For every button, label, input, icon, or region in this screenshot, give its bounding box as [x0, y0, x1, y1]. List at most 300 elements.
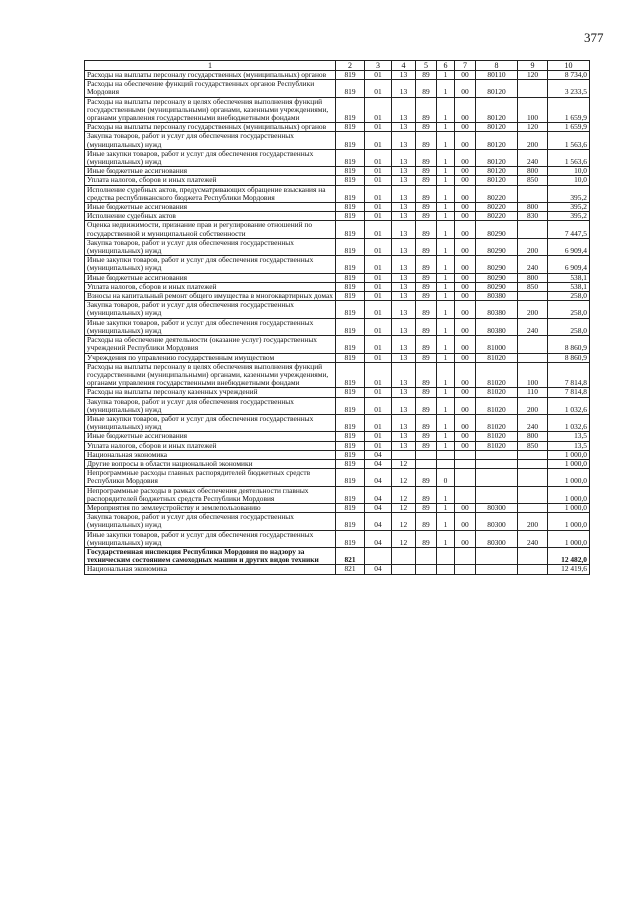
row-direction: 81020 [476, 362, 518, 388]
row-section: 01 [365, 221, 392, 238]
row-subprogram: 1 [437, 185, 455, 202]
row-subprogram: 1 [437, 97, 455, 123]
table-row [85, 547, 590, 564]
row-expense-type [518, 336, 548, 353]
row-main-event: 00 [455, 318, 476, 335]
row-name: Расходы на обеспечение деятельности (оказание услуг) государственных учреждений Республики Мордовия [85, 336, 336, 353]
row-name: Расходы на выплаты персоналу в целях обеспечения выполнения функций государственными (муниципальными) органами, казенными учреждениями, органами управления государственными внебюджетными фондами [85, 362, 336, 388]
row-subprogram: 1 [437, 503, 455, 512]
row-subprogram: 1 [437, 432, 455, 441]
table-row [85, 459, 590, 468]
row-main-event: 00 [455, 273, 476, 282]
row-admin-code: 819 [336, 530, 365, 547]
row-subprogram: 1 [437, 397, 455, 414]
column-header: 3 [365, 61, 392, 71]
row-direction: 80220 [476, 203, 518, 212]
row-section: 01 [365, 432, 392, 441]
row-name: Уплата налогов, сборов и иных платежей [85, 282, 336, 291]
row-direction: 81020 [476, 414, 518, 431]
row-name: Государственная инспекция Республики Мордовия по надзору за техническим состоянием самоходных машин и других видов техники [85, 547, 336, 564]
row-admin-code: 819 [336, 238, 365, 255]
row-amount: 10,0 [548, 167, 590, 176]
row-main-event: 00 [455, 97, 476, 123]
row-program: 89 [416, 185, 437, 202]
row-expense-type: 240 [518, 149, 548, 166]
row-program: 89 [416, 80, 437, 97]
row-subsection: 13 [392, 432, 416, 441]
row-section: 01 [365, 292, 392, 301]
row-direction [476, 486, 518, 503]
row-amount: 7 814,8 [548, 362, 590, 388]
row-subprogram: 1 [437, 301, 455, 318]
row-program: 89 [416, 414, 437, 431]
row-section: 01 [365, 80, 392, 97]
row-subprogram: 1 [437, 362, 455, 388]
row-subsection: 13 [392, 221, 416, 238]
row-program: 89 [416, 292, 437, 301]
row-section: 01 [365, 176, 392, 185]
row-admin-code: 819 [336, 353, 365, 362]
row-section: 01 [365, 238, 392, 255]
table-row [85, 469, 590, 486]
row-direction: 80300 [476, 503, 518, 512]
row-admin-code: 819 [336, 273, 365, 282]
row-program: 89 [416, 301, 437, 318]
row-program: 89 [416, 336, 437, 353]
row-amount: 1 000,0 [548, 530, 590, 547]
row-subprogram: 1 [437, 513, 455, 530]
row-expense-type: 800 [518, 273, 548, 282]
row-main-event: 00 [455, 503, 476, 512]
row-direction: 80290 [476, 273, 518, 282]
row-amount: 7 447,5 [548, 221, 590, 238]
row-main-event [455, 459, 476, 468]
table-row [85, 185, 590, 202]
row-direction: 81000 [476, 336, 518, 353]
row-subprogram: 1 [437, 176, 455, 185]
row-main-event [455, 565, 476, 574]
row-admin-code: 819 [336, 203, 365, 212]
row-admin-code: 819 [336, 388, 365, 397]
row-admin-code: 819 [336, 132, 365, 149]
row-subprogram [437, 459, 455, 468]
row-subprogram: 1 [437, 414, 455, 431]
row-main-event: 00 [455, 167, 476, 176]
row-amount: 10,0 [548, 176, 590, 185]
table-row [85, 80, 590, 97]
row-section: 01 [365, 185, 392, 202]
row-main-event: 00 [455, 397, 476, 414]
row-main-event: 00 [455, 203, 476, 212]
row-expense-type [518, 292, 548, 301]
row-program: 89 [416, 486, 437, 503]
row-section: 01 [365, 282, 392, 291]
row-subprogram: 1 [437, 149, 455, 166]
row-main-event: 00 [455, 80, 476, 97]
row-direction [476, 459, 518, 468]
row-name: Закупка товаров, работ и услуг для обеспечения государственных (муниципальных) нужд [85, 132, 336, 149]
row-section: 01 [365, 362, 392, 388]
row-name: Иные бюджетные ассигнования [85, 167, 336, 176]
row-section: 01 [365, 123, 392, 132]
row-subprogram: 1 [437, 336, 455, 353]
table-row [85, 256, 590, 273]
row-expense-type: 100 [518, 97, 548, 123]
row-subprogram: 1 [437, 203, 455, 212]
row-direction: 80110 [476, 71, 518, 80]
row-section: 01 [365, 71, 392, 80]
row-subsection [392, 547, 416, 564]
row-direction: 80290 [476, 238, 518, 255]
row-expense-type: 240 [518, 530, 548, 547]
row-expense-type: 120 [518, 123, 548, 132]
row-name: Иные закупки товаров, работ и услуг для обеспечения государственных (муниципальных) нужд [85, 414, 336, 431]
row-subsection: 13 [392, 256, 416, 273]
row-amount: 1 659,9 [548, 97, 590, 123]
row-program: 89 [416, 441, 437, 450]
row-subsection: 13 [392, 441, 416, 450]
row-main-event: 00 [455, 212, 476, 221]
row-amount: 1 000,0 [548, 469, 590, 486]
row-direction [476, 450, 518, 459]
row-main-event: 00 [455, 336, 476, 353]
row-admin-code: 819 [336, 469, 365, 486]
table-row [85, 97, 590, 123]
row-direction: 80290 [476, 282, 518, 291]
row-direction: 81020 [476, 388, 518, 397]
row-direction: 80120 [476, 176, 518, 185]
row-program: 89 [416, 256, 437, 273]
row-expense-type: 830 [518, 212, 548, 221]
column-header: 6 [437, 61, 455, 71]
row-program: 89 [416, 149, 437, 166]
row-admin-code: 819 [336, 486, 365, 503]
row-subprogram: 1 [437, 132, 455, 149]
row-amount: 13,5 [548, 432, 590, 441]
row-main-event [455, 547, 476, 564]
row-subprogram: 1 [437, 441, 455, 450]
row-name: Уплата налогов, сборов и иных платежей [85, 176, 336, 185]
row-program: 89 [416, 388, 437, 397]
row-program: 89 [416, 167, 437, 176]
row-subprogram: 1 [437, 256, 455, 273]
row-main-event: 00 [455, 282, 476, 291]
table-row [85, 238, 590, 255]
row-subsection: 12 [392, 503, 416, 512]
row-subsection: 13 [392, 212, 416, 221]
row-amount: 1 032,6 [548, 414, 590, 431]
row-program: 89 [416, 203, 437, 212]
row-amount: 8 860,9 [548, 353, 590, 362]
table-row [85, 149, 590, 166]
row-subprogram: 1 [437, 388, 455, 397]
column-header: 7 [455, 61, 476, 71]
row-expense-type [518, 80, 548, 97]
row-section: 04 [365, 450, 392, 459]
row-direction [476, 547, 518, 564]
row-subsection: 13 [392, 97, 416, 123]
column-header: 9 [518, 61, 548, 71]
row-section: 04 [365, 469, 392, 486]
row-name: Непрограммные расходы главных распорядителей бюджетных средств Республики Мордовия [85, 469, 336, 486]
row-section: 01 [365, 301, 392, 318]
row-section: 01 [365, 318, 392, 335]
row-name: Мероприятия по землеустройству и землепользованию [85, 503, 336, 512]
row-main-event [455, 450, 476, 459]
row-program: 89 [416, 318, 437, 335]
table-row [85, 212, 590, 221]
row-section: 04 [365, 459, 392, 468]
row-amount: 395,2 [548, 185, 590, 202]
row-subprogram: 1 [437, 71, 455, 80]
row-subprogram: 1 [437, 238, 455, 255]
row-subprogram: 1 [437, 282, 455, 291]
row-direction: 81020 [476, 441, 518, 450]
row-admin-code: 819 [336, 185, 365, 202]
row-amount: 1 000,0 [548, 486, 590, 503]
row-name: Иные бюджетные ассигнования [85, 273, 336, 282]
row-section: 01 [365, 132, 392, 149]
row-subsection: 13 [392, 123, 416, 132]
row-name: Закупка товаров, работ и услуг для обеспечения государственных (муниципальных) нужд [85, 397, 336, 414]
row-main-event: 00 [455, 530, 476, 547]
row-section: 04 [365, 530, 392, 547]
table-row [85, 388, 590, 397]
row-section: 01 [365, 273, 392, 282]
row-expense-type: 800 [518, 432, 548, 441]
row-program: 89 [416, 238, 437, 255]
row-main-event: 00 [455, 149, 476, 166]
row-name: Расходы на выплаты персоналу в целях обеспечения выполнения функций государственными (муниципальными) органами, казенными учреждениями, органами управления государственными внебюджетными фондами [85, 97, 336, 123]
row-admin-code: 819 [336, 513, 365, 530]
row-section: 01 [365, 149, 392, 166]
row-subsection: 13 [392, 397, 416, 414]
row-name: Иные закупки товаров, работ и услуг для обеспечения государственных (муниципальных) нужд [85, 149, 336, 166]
row-admin-code: 819 [336, 71, 365, 80]
row-program [416, 547, 437, 564]
row-name: Закупка товаров, работ и услуг для обеспечения государственных (муниципальных) нужд [85, 513, 336, 530]
row-expense-type: 110 [518, 388, 548, 397]
row-expense-type: 120 [518, 71, 548, 80]
row-expense-type: 200 [518, 238, 548, 255]
row-main-event: 00 [455, 353, 476, 362]
row-section: 01 [365, 353, 392, 362]
table-row [85, 132, 590, 149]
row-subsection: 12 [392, 459, 416, 468]
row-amount: 6 909,4 [548, 256, 590, 273]
row-amount: 538,1 [548, 282, 590, 291]
row-name: Исполнение судебных актов [85, 212, 336, 221]
row-expense-type [518, 221, 548, 238]
row-subprogram: 1 [437, 221, 455, 238]
row-program: 89 [416, 176, 437, 185]
row-direction: 80290 [476, 221, 518, 238]
row-expense-type [518, 503, 548, 512]
row-subsection: 13 [392, 282, 416, 291]
row-name: Уплата налогов, сборов и иных платежей [85, 441, 336, 450]
row-main-event: 00 [455, 256, 476, 273]
row-expense-type: 850 [518, 282, 548, 291]
row-expense-type: 240 [518, 414, 548, 431]
row-name: Национальная экономика [85, 565, 336, 574]
row-subprogram [437, 565, 455, 574]
row-name: Расходы на выплаты персоналу государственных (муниципальных) органов [85, 71, 336, 80]
row-main-event: 00 [455, 292, 476, 301]
row-admin-code: 821 [336, 547, 365, 564]
row-main-event: 00 [455, 238, 476, 255]
row-name: Иные закупки товаров, работ и услуг для обеспечения государственных (муниципальных) нужд [85, 318, 336, 335]
row-admin-code: 819 [336, 80, 365, 97]
row-admin-code: 819 [336, 149, 365, 166]
row-program: 89 [416, 132, 437, 149]
row-program: 89 [416, 353, 437, 362]
row-subprogram: 1 [437, 80, 455, 97]
table-row [85, 441, 590, 450]
row-amount: 6 909,4 [548, 238, 590, 255]
row-amount: 395,2 [548, 203, 590, 212]
row-admin-code: 819 [336, 318, 365, 335]
table-row [85, 503, 590, 512]
row-subprogram: 1 [437, 167, 455, 176]
row-main-event: 00 [455, 301, 476, 318]
row-program: 89 [416, 273, 437, 282]
row-admin-code: 819 [336, 176, 365, 185]
table-row [85, 565, 590, 574]
row-subsection: 13 [392, 414, 416, 431]
row-main-event: 00 [455, 414, 476, 431]
table-row [85, 336, 590, 353]
table-row [85, 221, 590, 238]
column-header: 10 [548, 61, 590, 71]
row-subprogram: 1 [437, 292, 455, 301]
row-expense-type [518, 469, 548, 486]
row-main-event: 00 [455, 176, 476, 185]
row-admin-code: 819 [336, 123, 365, 132]
row-subsection: 12 [392, 486, 416, 503]
row-amount: 1 563,6 [548, 132, 590, 149]
column-header: 2 [336, 61, 365, 71]
row-expense-type [518, 450, 548, 459]
row-section: 01 [365, 212, 392, 221]
row-program: 89 [416, 503, 437, 512]
row-expense-type [518, 565, 548, 574]
row-direction: 80120 [476, 167, 518, 176]
row-amount: 12 482,0 [548, 547, 590, 564]
row-admin-code: 821 [336, 565, 365, 574]
row-admin-code: 819 [336, 292, 365, 301]
row-expense-type: 850 [518, 176, 548, 185]
row-name: Расходы на обеспечение функций государственных органов Республики Мордовия [85, 80, 336, 97]
row-admin-code: 819 [336, 212, 365, 221]
row-amount: 258,0 [548, 301, 590, 318]
row-direction: 80120 [476, 123, 518, 132]
row-amount: 258,0 [548, 318, 590, 335]
row-expense-type: 200 [518, 397, 548, 414]
row-program: 89 [416, 432, 437, 441]
row-amount: 8 734,0 [548, 71, 590, 80]
header-row [85, 61, 590, 71]
row-amount: 1 000,0 [548, 459, 590, 468]
row-subsection: 13 [392, 362, 416, 388]
row-name: Расходы на выплаты персоналу государственных (муниципальных) органов [85, 123, 336, 132]
row-subsection [392, 565, 416, 574]
row-admin-code: 819 [336, 301, 365, 318]
row-amount: 1 032,6 [548, 397, 590, 414]
row-amount: 538,1 [548, 273, 590, 282]
row-main-event: 00 [455, 221, 476, 238]
row-direction: 81020 [476, 397, 518, 414]
row-subsection: 13 [392, 301, 416, 318]
row-subsection: 13 [392, 132, 416, 149]
table-row [85, 71, 590, 80]
row-expense-type: 240 [518, 256, 548, 273]
row-name: Учреждения по управлению государственным имуществом [85, 353, 336, 362]
row-direction: 80380 [476, 318, 518, 335]
row-amount: 7 814,8 [548, 388, 590, 397]
row-subsection: 13 [392, 203, 416, 212]
row-subprogram: 1 [437, 353, 455, 362]
row-name: Непрограммные расходы в рамках обеспечения деятельности главных распорядителей бюджетных средств Республики Мордовия [85, 486, 336, 503]
row-main-event: 00 [455, 513, 476, 530]
row-admin-code: 819 [336, 432, 365, 441]
row-admin-code: 819 [336, 503, 365, 512]
row-subsection: 13 [392, 176, 416, 185]
row-direction: 80220 [476, 212, 518, 221]
row-direction: 80120 [476, 80, 518, 97]
row-admin-code: 819 [336, 450, 365, 459]
row-name: Оценка недвижимости, признание прав и регулирование отношений по государственной и муниципальной собственности [85, 221, 336, 238]
table-row [85, 282, 590, 291]
row-expense-type: 240 [518, 318, 548, 335]
row-expense-type [518, 459, 548, 468]
row-subsection: 13 [392, 167, 416, 176]
column-header: 8 [476, 61, 518, 71]
row-amount: 1 000,0 [548, 513, 590, 530]
row-section: 01 [365, 167, 392, 176]
row-admin-code: 819 [336, 282, 365, 291]
row-subprogram: 1 [437, 318, 455, 335]
row-program: 89 [416, 469, 437, 486]
table-row [85, 432, 590, 441]
row-amount: 1 000,0 [548, 450, 590, 459]
table-row [85, 530, 590, 547]
row-admin-code: 819 [336, 362, 365, 388]
row-amount: 1 000,0 [548, 503, 590, 512]
row-expense-type [518, 547, 548, 564]
row-name: Исполнение судебных актов, предусматривающих обращение взыскания на средства республиканского бюджета Республики Мордовия [85, 185, 336, 202]
row-subsection: 13 [392, 318, 416, 335]
row-main-event: 00 [455, 441, 476, 450]
row-direction: 80120 [476, 149, 518, 166]
row-direction: 80300 [476, 513, 518, 530]
row-section: 01 [365, 336, 392, 353]
row-section: 01 [365, 97, 392, 123]
row-subsection [392, 450, 416, 459]
table-row [85, 362, 590, 388]
row-program [416, 459, 437, 468]
table-row [85, 450, 590, 459]
row-name: Национальная экономика [85, 450, 336, 459]
row-name: Другие вопросы в области национальной экономики [85, 459, 336, 468]
row-program: 89 [416, 212, 437, 221]
row-subprogram: 0 [437, 469, 455, 486]
row-subprogram: 1 [437, 123, 455, 132]
row-admin-code: 819 [336, 256, 365, 273]
row-name: Закупка товаров, работ и услуг для обеспечения государственных (муниципальных) нужд [85, 238, 336, 255]
column-header: 4 [392, 61, 416, 71]
row-amount: 3 233,5 [548, 80, 590, 97]
row-subsection: 13 [392, 273, 416, 282]
